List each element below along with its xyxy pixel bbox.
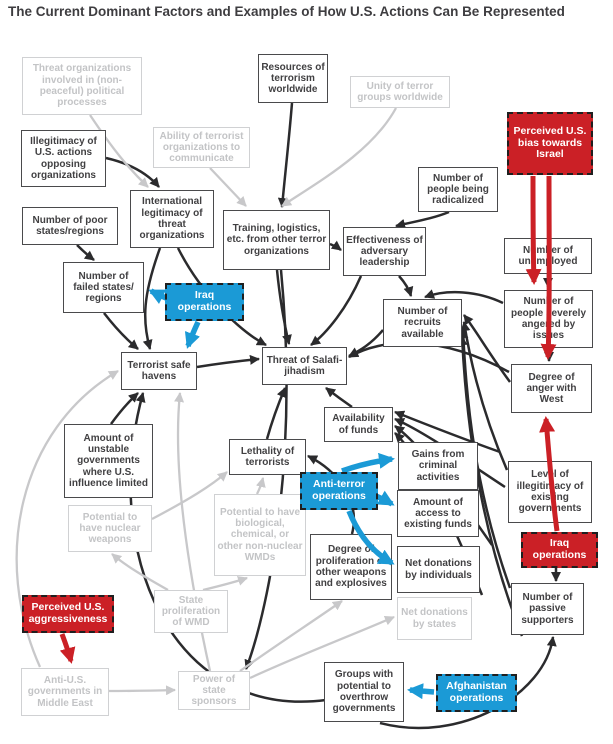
- node-iraq-operations-red: Iraq operations: [521, 532, 598, 568]
- node-power-state-sponsors: Power of state sponsors: [178, 671, 250, 710]
- node-adversary-leadership: Effectiveness of adversary leadership: [343, 227, 426, 276]
- node-net-donations-states: Net donations by states: [397, 597, 472, 640]
- node-access-existing-funds: Amount of access to existing funds: [397, 490, 479, 537]
- node-unemployed: Number of unemployed: [504, 238, 592, 274]
- arrow-red-aggressiveness: [62, 634, 71, 661]
- arrow-blue-afghan-to-groups: [410, 690, 434, 692]
- node-passive-supporters: Number of passive supporters: [511, 583, 584, 635]
- node-threat-orgs: Threat organizations involved in (non-peaceful) political processes: [22, 57, 142, 115]
- page-title: The Current Dominant Factors and Examples of How U.S. Actions Can Be Represented: [8, 4, 565, 19]
- node-potential-bio-chem: Potential to have biological, chemical, or other non-nuclear WMDs: [214, 494, 306, 576]
- node-state-proliferation-wmd: State proliferation of WMD: [154, 590, 228, 633]
- arrow-blue-antiterror-to-access: [376, 496, 392, 504]
- node-anti-us-governments: Anti-U.S. governments in Middle East: [21, 668, 109, 716]
- arrow-red-iraq-to-anger-west: [546, 419, 557, 531]
- node-poor-states: Number of poor states/regions: [22, 207, 118, 245]
- node-net-donations-individuals: Net donations by individuals: [397, 546, 480, 593]
- node-recruits-available: Number of recruits available: [383, 299, 462, 347]
- node-level-illegitimacy: Level of illegitimacy of existing governments: [508, 461, 592, 523]
- node-threat-salafi-jihadism: Threat of Salafi-jihadism: [262, 347, 347, 385]
- node-terrorist-safe-havens: Terrorist safe havens: [121, 352, 197, 390]
- node-training-logistics: Training, logistics, etc. from other terror organizations: [223, 210, 330, 270]
- arrow-blue-iraq-to-failed-states: [151, 291, 166, 298]
- node-resources: Resources of terrorism worldwide: [258, 54, 328, 103]
- node-groups-overthrow: Groups with potential to overthrow governments: [324, 662, 404, 722]
- node-perceived-us-bias-israel: Perceived U.S. bias towards Israel: [507, 112, 593, 175]
- node-severely-angered: Number of people severely angered by issues: [504, 290, 593, 348]
- node-ability-communicate: Ability of terrorist organizations to communicate: [153, 127, 250, 168]
- arrow-blue-antiterror-to-gains: [342, 459, 392, 471]
- node-iraq-operations-blue: Iraq operations: [165, 283, 244, 321]
- node-unity: Unity of terror groups worldwide: [350, 76, 450, 108]
- node-intl-legitimacy: International legitimacy of threat organizations: [130, 190, 214, 248]
- node-anti-terror-operations: Anti-terror operations: [300, 472, 378, 510]
- node-afghanistan-operations: Afghanistan operations: [436, 674, 517, 712]
- arrow-blue-iraq-to-safe-havens: [188, 322, 198, 346]
- node-gains-criminal: Gains from criminal activities: [398, 442, 478, 490]
- node-unstable-governments: Amount of unstable governments where U.S. influence limited: [64, 424, 153, 498]
- node-people-radicalized: Number of people being radicalized: [418, 167, 498, 212]
- arrow-red-bias-to-angered: [533, 176, 534, 282]
- node-perceived-us-aggressiveness: Perceived U.S. aggressiveness: [22, 595, 114, 633]
- node-failed-states: Number of failed states/ regions: [63, 262, 144, 313]
- node-lethality-of-terrorists: Lethality of terrorists: [229, 439, 306, 475]
- node-anger-with-west: Degree of anger with West: [511, 364, 592, 413]
- node-availability-of-funds: Availability of funds: [324, 407, 393, 442]
- node-illegitimacy-us-actions: Illegitimacy of U.S. actions opposing organizations: [21, 130, 106, 187]
- arrow-blue-antiterror-to-donations: [349, 511, 392, 563]
- node-proliferation-weapons: Degree of proliferation of other weapons and explosives: [310, 534, 392, 600]
- arrow-red-bias-to-anger-west: [548, 176, 549, 357]
- node-potential-nuclear: Potential to have nuclear weapons: [68, 505, 152, 552]
